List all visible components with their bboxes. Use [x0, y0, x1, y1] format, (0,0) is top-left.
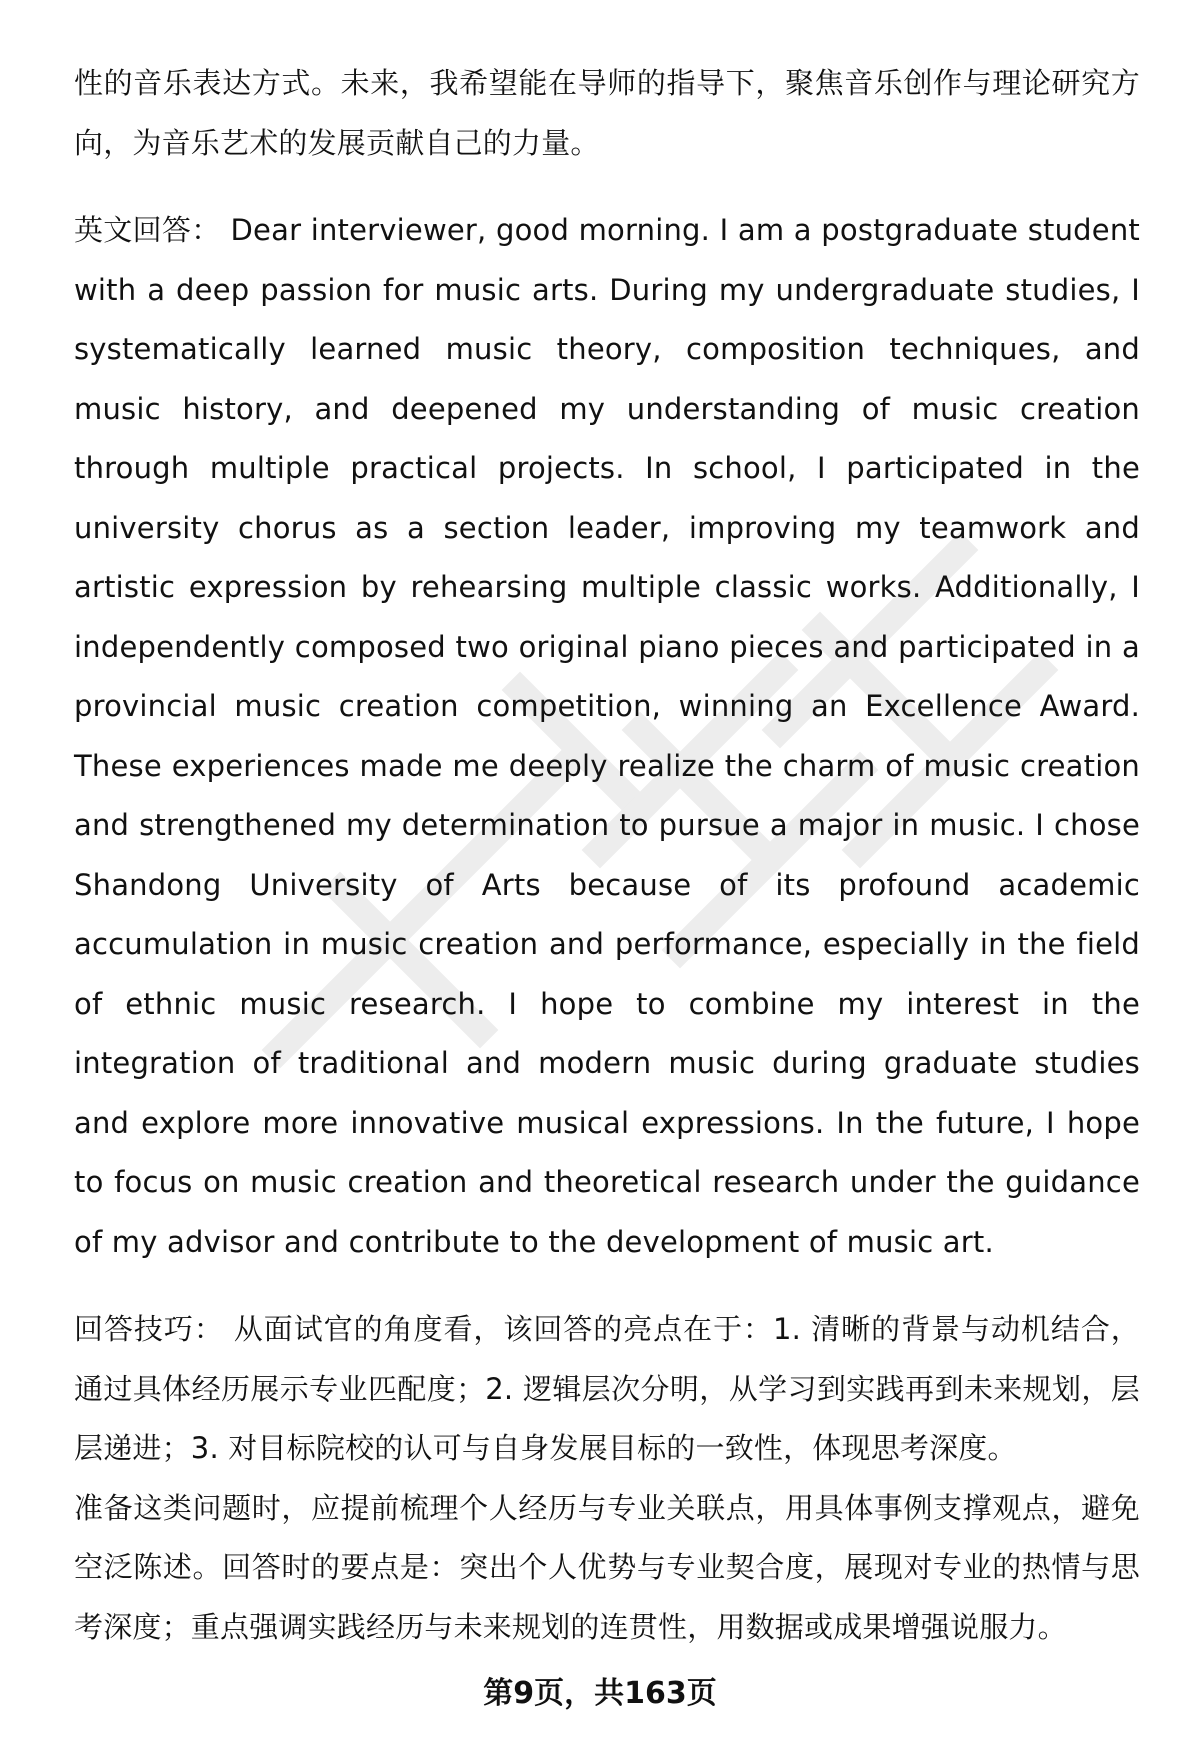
- page-number-footer: 第9页，共163页: [483, 1676, 717, 1711]
- document-page: [74, 54, 1140, 1657]
- english-answer-text: Dear interviewer, good morning. I am a postgraduate student with a deep passion for music arts. During my undergraduate studies, I systematically learned music theory, composition techniques, and music history, and deepened my understanding of music creation through multiple practical projects. In school, I participated in the university chorus as a section leader, improving my teamwork and artistic expression by rehearsing multiple classic works. Additionally, I independently composed two original piano pieces and participated in a provincial music creation competition, winning an Excellence Award. These experiences made me deeply realize the charm of music creation and strengthened my determination to pursue a major in music. I chose Shandong University of Arts because of its profound academic accumulation in music creation and performance, especially in the field of ethnic music research. I hope to combine my interest in the integration of traditional and modern music during graduate studies and explore more innovative musical expressions. In the future, I hope to focus on music creation and theoretical research under the guidance of my advisor and contribute to the development of music art.: [74, 213, 1140, 1259]
- tips-paragraph: [74, 1300, 1140, 1479]
- tips-text: 从面试官的角度看，该回答的亮点在于：1. 清晰的背景与动机结合，通过具体经历展示专业匹配度；2. 逻辑层次分明，从学习到实践再到未来规划，层层递进；3. 对目标院校的认可与自身发展目标的一致性，体现思考深度。: [74, 1312, 1140, 1465]
- tips-label: 回答技巧：: [74, 1312, 224, 1346]
- english-answer-paragraph: [74, 201, 1140, 1272]
- prep-paragraph: 准备这类问题时，应提前梳理个人经历与专业关联点，用具体事例支撑观点，避免空泛陈述。回答时的要点是：突出个人优势与专业契合度，展现对专业的热情与思考深度；重点强调实践经历与未来规划的连贯性，用数据或成果增强说服力。: [74, 1490, 1140, 1644]
- english-answer-label: 英文回答：: [74, 213, 221, 247]
- intro-tail-paragraph: 性的音乐表达方式。未来，我希望能在导师的指导下，聚焦音乐创作与理论研究方向，为音乐艺术的发展贡献自己的力量。: [74, 66, 1140, 160]
